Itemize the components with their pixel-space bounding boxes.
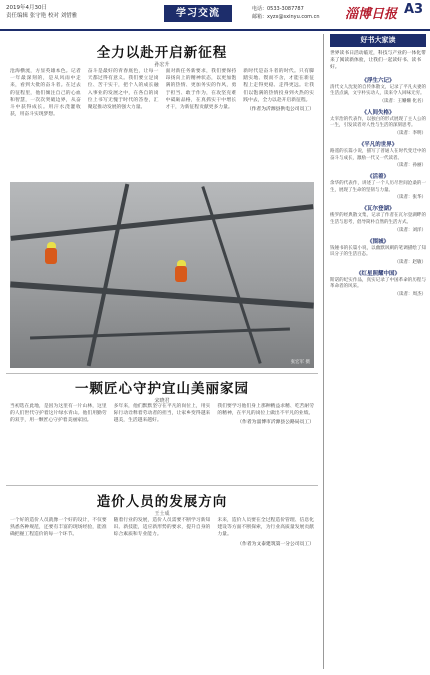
book-review (330, 76, 426, 104)
contact-info (252, 5, 320, 21)
book-title: 《围城》 (366, 238, 389, 245)
divider (6, 485, 318, 486)
email-line: 邮箱：xyzx@sxinyu.com.cn (252, 14, 320, 20)
worker-photo (10, 182, 314, 368)
article1-col1: 沧海横流，方显英雄本色。记者一年最深刻的，是从风雨中走来，看到大批的奋斗者。在过去的征程里，他们倾注自己的心血和智慧，一次次突破边界，从奋斗中获得成长。用汗水浇灌收获，用奋斗实现梦想。 (10, 69, 81, 118)
article2-source: （作者为淄博市沂源县公路局员工） (237, 420, 315, 426)
book-review-text: 斯诺的纪实作品，真实记录了中国革命的历程与革命者的风采。 (330, 277, 426, 290)
steel-beam (10, 281, 314, 308)
page-number: A3 (404, 2, 424, 17)
article3-col1: 一个好的造价人员就像一个好的设计，不仅要熟悉各种规范，还要有丰富的现场经验，能准确把握工程造价的每一个环节。 (10, 518, 107, 538)
article2-col3 (217, 403, 314, 479)
header-rule (0, 29, 430, 31)
book-review-text: 钱锺书的长篇小说，以幽默讽刺的笔调描绘了知识分子的生活百态。 (330, 245, 426, 258)
divider (6, 373, 318, 374)
article1-title: 全力以赴开启新征程 (96, 45, 228, 61)
article1-col3: 面对新任务新要求，我们要保持昂扬向上的精神状态，以更加饱满的热情、更加务实的作风，勇于担当、敢于作为，在攻坚克难中砥砺品格，在真抓实干中增长才干，为新征程贡献更多力量。 (165, 69, 237, 111)
article2-col1: 当初选在此地，是因为这里有一片山林，这里的人们世代守护着这片绿水青山。他们用勤劳的双手，用一颗匠心守护着美丽家园。 (10, 404, 107, 424)
article2-col3-text: 我们要学习他们身上那种精益求精、吃苦耐劳的精神，在平凡的岗位上做出不平凡的业绩。 (217, 404, 315, 417)
article2-title: 一颗匠心守护宜山美丽家园 (75, 381, 249, 397)
book-title: 《浮生六记》 (361, 77, 395, 84)
article3-title: 造价人员的发展方向 (96, 494, 228, 510)
book-title: 《平凡的世界》 (358, 141, 398, 148)
section-title: 学习交流 (164, 5, 232, 22)
article2-col2: 多年来，他们默默坚守在平凡的岗位上，用实际行动诠释着劳动者的担当，让家乡变得越来越美，生活越来越好。 (113, 404, 211, 424)
header-meta (6, 4, 77, 20)
book-reviewer: （读者：赵敏） (394, 259, 426, 265)
book-reviewer: （读者：孙丽） (394, 163, 426, 169)
article3-body (10, 517, 314, 662)
book-title: 《活着》 (366, 174, 389, 181)
book-review-text: 梭罗的经典散文集，记录了作者在瓦尔登湖畔的生活与思考，倡导简朴自然的生活方式。 (330, 213, 426, 225)
book-review (330, 108, 426, 136)
book-review (330, 237, 426, 265)
sidebar-lead: 世界读书日活动临近，科技与产业的一体化带来了阅读新体验，让我们一起读好书、读书好。 (330, 51, 426, 71)
book-reviewer: （读者：王姗姗 化名） (379, 98, 426, 104)
book-review-text: 路遥的长篇小说，描写了普通人在时代变迁中的奋斗与成长，激励一代又一代读者。 (330, 148, 426, 161)
editor-line: 责任编辑 张守艳 校对 刘惜雅 (6, 13, 78, 19)
book-reviewer: （读者：周杰） (394, 291, 426, 297)
steel-beam (11, 204, 314, 241)
book-review (330, 140, 426, 168)
sidebar-header: 好书大家读 (330, 34, 426, 47)
worker-figure (175, 266, 187, 282)
book-review-text: 清代文人沈复的自传体散文，记录了平凡夫妻的生活点滴，文字朴实动人，读来令人回味无穷。 (330, 84, 426, 97)
article1-body (10, 68, 314, 178)
book-title: 《人间失格》 (361, 109, 395, 116)
article3-col2: 随着行业的发展，造价人员需要不断学习新知识、新技能，适应新形势的要求，提升自身的综合素质和专业能力。 (113, 518, 211, 538)
article2-body (10, 403, 314, 479)
article1-col4 (243, 68, 314, 178)
book-reviewer: （读者：张华） (394, 195, 426, 201)
article1-source: （作者为沂源县供电公司员工） (246, 107, 314, 113)
book-review (330, 172, 426, 200)
book-reviewer: （读者：李明） (394, 130, 426, 136)
photo-credit: 张宏军 摄 (290, 360, 310, 365)
article2-author: 宋晓君 (154, 398, 170, 404)
book-title: 《红星照耀中国》 (355, 270, 400, 277)
phone-line: 电话：0533-3087787 (252, 6, 304, 12)
issue-date: 2019年4月30日 (6, 5, 47, 11)
steel-beam (87, 184, 130, 367)
article1-col4-text: 新时代是奋斗者的时代。只有脚踏实地、锲而不舍，才能在新征程上走得更稳、走得更远。让我们以饱满的热情投身到火热的实践中去，全力以赴开启新征程。 (243, 69, 314, 103)
book-review-text: 太宰治的代表作，以独白的形式展现了主人公的一生，引发读者对人性与生活的深刻思考。 (330, 116, 426, 129)
worker-figure (45, 248, 57, 264)
page-header (0, 0, 430, 30)
sidebar (330, 34, 426, 669)
newspaper-logo: 淄博日报 (345, 7, 398, 22)
book-review-text: 余华的代表作，讲述了一个人历尽世间沧桑的一生，展现了生命的坚韧与力量。 (330, 181, 426, 193)
article3-col3-text: 未来，造价人员要在全过程造价管理、信息化建设等方面不断探索，为行业高质量发展贡献力量。 (217, 518, 315, 538)
book-review (330, 269, 426, 297)
article1-col2: 奋斗是最好的青春底色，让每一天都过得有意义。我们要立足岗位、苦干实干，把个人的成长融入事业的发展之中，在各自的岗位上书写无愧于时代的答卷，汇聚起推动发展的强大力量。 (87, 69, 159, 111)
article1-author: 孙宏升 (154, 62, 170, 68)
book-title: 《瓦尔登湖》 (361, 206, 395, 213)
article3-source: （作者为文泰建筑第一分公司员工） (237, 541, 315, 547)
main-column (6, 34, 324, 669)
book-reviewer: （读者：刘洋） (394, 227, 426, 233)
article3-col3 (217, 517, 314, 662)
book-review (330, 204, 426, 232)
article3-author: 王士成 (154, 511, 170, 517)
